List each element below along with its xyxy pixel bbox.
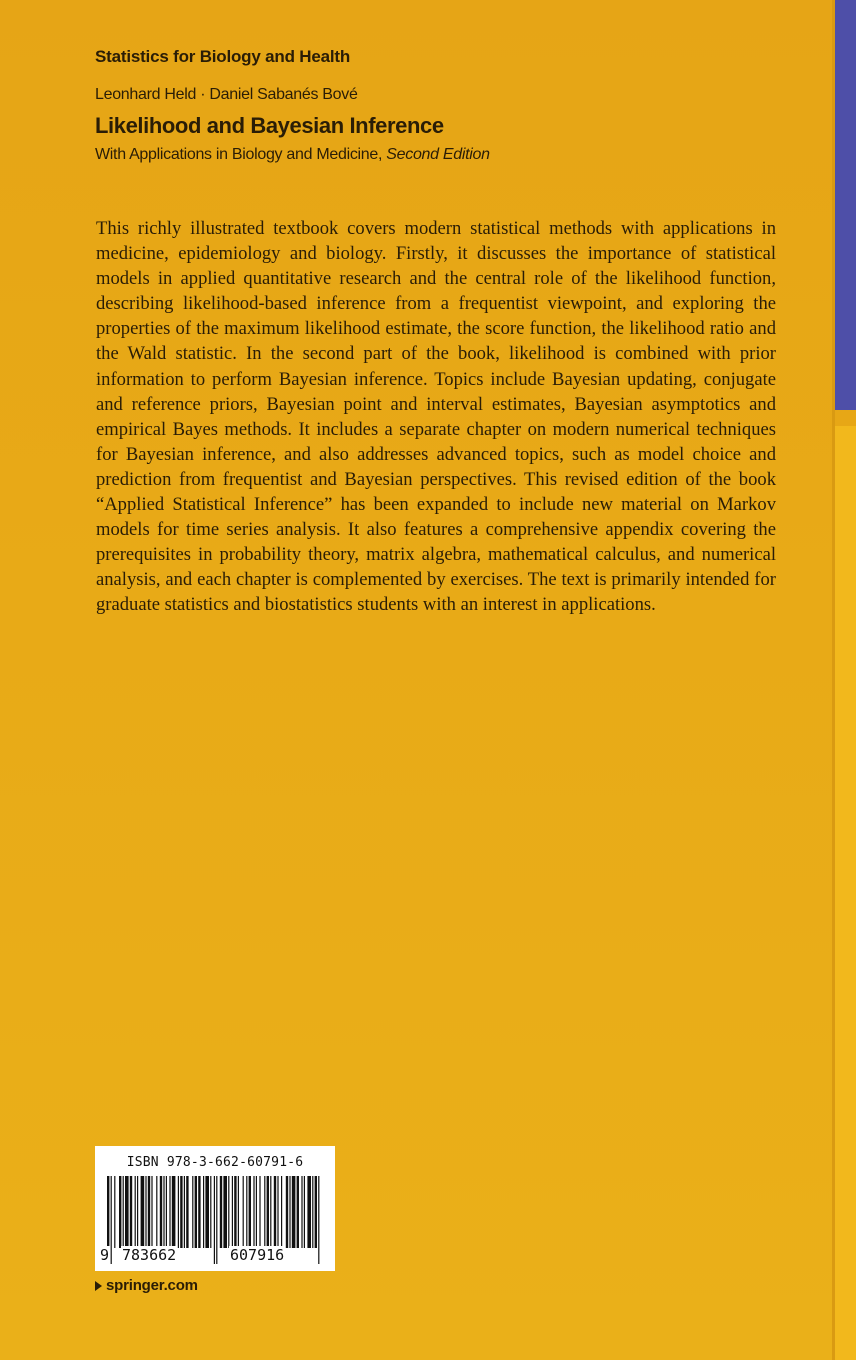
barcode-bar — [166, 1176, 167, 1248]
barcode-bar — [274, 1176, 276, 1248]
book-subtitle — [95, 146, 490, 164]
barcode-bar — [198, 1176, 200, 1248]
barcode-bar — [289, 1176, 290, 1248]
barcode-bar — [203, 1176, 204, 1248]
barcode-bar — [223, 1176, 227, 1248]
barcode-bar — [178, 1176, 179, 1248]
barcode-bar — [205, 1176, 209, 1248]
series-title: Statistics for Biology and Health — [95, 47, 351, 66]
barcode-bar — [192, 1176, 193, 1248]
barcode-bar — [318, 1176, 319, 1264]
barcode-bar — [114, 1176, 115, 1248]
barcode-bar — [135, 1176, 136, 1248]
barcode-bar — [214, 1176, 215, 1264]
barcode-bar — [169, 1176, 170, 1248]
barcode-bar — [156, 1176, 157, 1248]
barcode-bar — [301, 1176, 302, 1248]
barcode-bar — [137, 1176, 138, 1248]
barcode-bar — [151, 1176, 152, 1248]
barcode-bar — [256, 1176, 257, 1248]
barcode-bar — [111, 1176, 112, 1264]
barcode-bar — [172, 1176, 176, 1248]
barcode-bar — [125, 1176, 129, 1248]
barcode-bar — [292, 1176, 296, 1248]
barcode-bar — [184, 1176, 185, 1248]
barcode-bar — [312, 1176, 313, 1248]
book-description: This richly illustrated textbook covers modern statistical methods with applications in medicine, epidemiology and biology. Firstly, it discusses the importance of statistical models in applied quantitative research and the central role of the likelihood function, describing likelihood-based inference from a frequentist viewpoint, and exploring the properties of the maximum likelihood estimate, the score function, the likelihood ratio and the Wald statistic. In the second part of the book, likelihood is combined with prior information to perform Bayesian inference. Topics include Bayesian updating, conjugate and reference priors, Bayesian point and interval estimates, Bayesian asymptotics and empirical Bayes methods. It includes a separate chapter on modern numerical techniques for Bayesian inference, and also addresses advanced topics, such as model choice and prediction from frequentist and Bayesian perspectives. This revised edition of the book “Applied Statistical Inference” has been expanded to include new material on Markov models for time series analysis. It also features a comprehensive appendix covering the prerequisites in probability theory, matrix algebra, mathematical calculus, and numerical analysis, and each chapter is complemented by exercises. The text is primarily intended for graduate statistics and biostatistics students with an interest in applications. — [96, 218, 776, 616]
isbn-number: ISBN 978-3-662-60791-6 — [126, 1155, 304, 1170]
isbn-barcode-label — [95, 1146, 335, 1271]
barcode-bar — [315, 1176, 317, 1248]
spine-edge-strip — [832, 0, 856, 1360]
book-title: Likelihood and Bayesian Inference — [95, 113, 444, 138]
barcode-bar — [180, 1176, 182, 1248]
barcode-bar — [210, 1176, 211, 1248]
barcode-bar — [163, 1176, 164, 1248]
barcode-bar — [264, 1176, 265, 1248]
barcode-bar — [267, 1176, 269, 1248]
barcode-bar — [286, 1176, 288, 1248]
spine-edge-yellow-band — [835, 426, 856, 1360]
barcode-bar — [220, 1176, 222, 1248]
barcode-bar — [141, 1176, 145, 1248]
arrow-right-icon — [95, 1281, 102, 1291]
barcode-bar — [145, 1176, 146, 1248]
barcode-bar — [270, 1176, 271, 1248]
barcode-bar — [277, 1176, 278, 1248]
barcode-bar — [238, 1176, 239, 1248]
barcode-bar — [123, 1176, 124, 1248]
barcode-bar — [234, 1176, 236, 1248]
barcode-bar — [281, 1176, 282, 1248]
barcode-bar — [307, 1176, 311, 1248]
ean-first-digit: 9 — [100, 1246, 110, 1264]
ean-left-group: 783662 — [122, 1246, 177, 1264]
barcode-bar — [253, 1176, 254, 1248]
publisher-url: springer.com — [106, 1277, 198, 1294]
barcode-bar — [186, 1176, 188, 1248]
barcode-bar — [232, 1176, 233, 1248]
barcode-bar — [304, 1176, 305, 1248]
spine-edge-purple-band — [835, 0, 856, 410]
spine-edge-divider — [835, 410, 856, 426]
barcode-bar — [119, 1176, 121, 1248]
barcode-bar — [160, 1176, 162, 1248]
barcode-bar — [148, 1176, 150, 1248]
publisher-link[interactable] — [95, 1277, 198, 1294]
barcode-bar — [243, 1176, 244, 1248]
subtitle-text: With Applications in Biology and Medicine, — [95, 146, 383, 163]
barcode-bar — [228, 1176, 229, 1248]
barcode-bar — [130, 1176, 132, 1248]
barcode-bar — [259, 1176, 260, 1248]
barcode-bar — [246, 1176, 247, 1248]
barcode-bar — [297, 1176, 299, 1248]
barcode-bar — [249, 1176, 251, 1248]
ean-right-group: 607916 — [230, 1246, 285, 1264]
barcode-bar — [216, 1176, 217, 1264]
authors: Leonhard Held · Daniel Sabanés Bové — [95, 86, 358, 103]
barcode-bar — [195, 1176, 197, 1248]
edition-label: Second Edition — [386, 146, 490, 163]
